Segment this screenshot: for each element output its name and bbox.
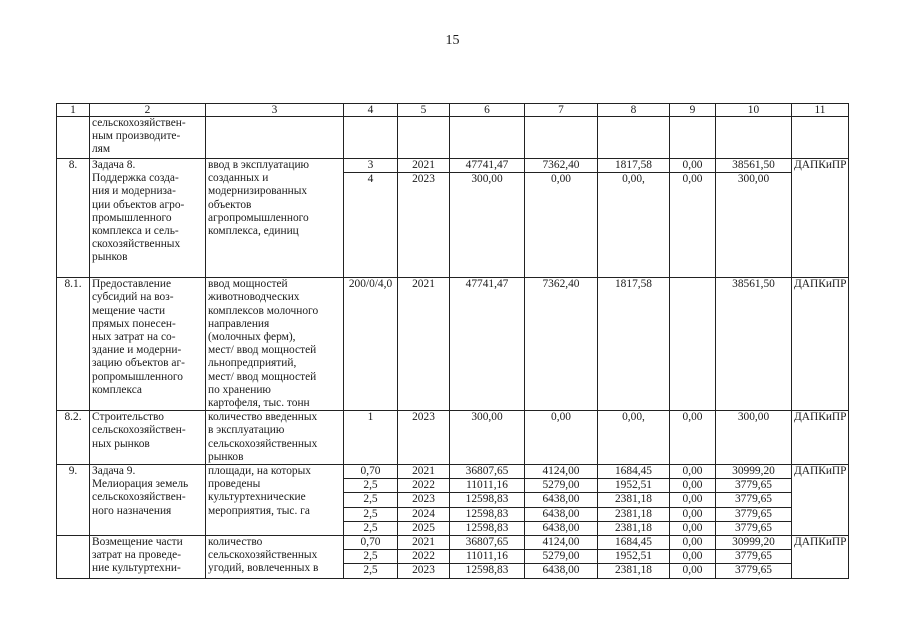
column-header: 10	[716, 104, 792, 117]
indicator-cell: площади, на которых проведены культуртехнические мероприятия, тыс. га	[206, 465, 344, 536]
empty-cell	[670, 117, 716, 159]
amount-cell: 6438,00	[525, 493, 598, 507]
responsible-cell: ДАПКиПР	[792, 278, 849, 411]
amount-cell: 300,00	[716, 173, 792, 278]
year-cell: 2021	[398, 278, 450, 411]
column-number-row	[57, 104, 849, 117]
year-cell: 2021	[398, 536, 450, 550]
measure-name-cell: Строительство сельскохозяйствен- ных рынков	[90, 411, 206, 465]
column-header: 1	[57, 104, 90, 117]
indicator-cell: ввод мощностей животноводческих комплексов молочного направления (молочных ферм), мест/ ввод мощностей льнопредприятий, мест/ ввод мощностей по хранению картофеля, тыс. тонн	[206, 278, 344, 411]
empty-cell	[716, 117, 792, 159]
indicator-cell	[206, 117, 344, 159]
report-table	[56, 103, 849, 579]
year-cell: 2021	[398, 159, 450, 173]
amount-cell: 3779,65	[716, 550, 792, 564]
table-row	[57, 117, 849, 159]
table-row	[57, 159, 849, 173]
table-row	[57, 465, 849, 479]
table-row	[57, 278, 849, 411]
year-cell: 2023	[398, 173, 450, 278]
amount-cell: 1952,51	[598, 550, 670, 564]
amount-cell: 0,00	[670, 411, 716, 465]
year-cell: 2023	[398, 564, 450, 578]
column-header: 6	[450, 104, 525, 117]
amount-cell: 0,00	[670, 173, 716, 278]
amount-cell: 12598,83	[450, 507, 525, 521]
amount-cell: 6438,00	[525, 507, 598, 521]
responsible-cell: ДАПКиПР	[792, 159, 849, 278]
amount-cell: 12598,83	[450, 521, 525, 535]
column-header: 2	[90, 104, 206, 117]
column-header: 7	[525, 104, 598, 117]
measure-name-cell: сельскохозяйствен- ным производите- лям	[90, 117, 206, 159]
year-cell: 2021	[398, 465, 450, 479]
column-header: 8	[598, 104, 670, 117]
amount-cell: 3779,65	[716, 507, 792, 521]
amount-cell: 0,00,	[598, 411, 670, 465]
amount-cell: 2381,18	[598, 507, 670, 521]
column-header: 4	[344, 104, 398, 117]
amount-cell: 0,00	[670, 550, 716, 564]
amount-cell: 12598,83	[450, 493, 525, 507]
indicator-cell: количество сельскохозяйственных угодий, вовлеченных в	[206, 536, 344, 579]
amount-cell: 300,00	[450, 411, 525, 465]
amount-cell: 0,00	[670, 493, 716, 507]
amount-cell: 1684,45	[598, 536, 670, 550]
column-header: 9	[670, 104, 716, 117]
empty-cell	[450, 117, 525, 159]
amount-cell: 47741,47	[450, 278, 525, 411]
column-header: 3	[206, 104, 344, 117]
column-header: 11	[792, 104, 849, 117]
amount-cell: 2381,18	[598, 493, 670, 507]
empty-cell	[525, 117, 598, 159]
amount-cell: 3779,65	[716, 493, 792, 507]
year-cell: 2024	[398, 507, 450, 521]
responsible-cell: ДАПКиПР	[792, 411, 849, 465]
amount-cell: 38561,50	[716, 278, 792, 411]
row-number-cell	[57, 536, 90, 579]
amount-cell: 0,00	[670, 564, 716, 578]
target-value-cell: 2,5	[344, 550, 398, 564]
responsible-cell: ДАПКиПР	[792, 536, 849, 579]
measure-name-cell: Возмещение части затрат на проведе- ние культуртехни-	[90, 536, 206, 579]
amount-cell: 0,00	[525, 173, 598, 278]
target-value-cell: 2,5	[344, 493, 398, 507]
measure-name-cell: Предоставление субсидий на воз- мещение части прямых понесен- ных затрат на со- здание и модерни- зацию объектов аг- ропромышленного комплекса	[90, 278, 206, 411]
target-value-cell: 200/0/4,0	[344, 278, 398, 411]
amount-cell: 3779,65	[716, 564, 792, 578]
measure-name-cell: Задача 8. Поддержка созда- ния и модерниза- ции объектов агро- промышленного комплекса и сель- скохозяйственных рынков	[90, 159, 206, 278]
row-number-cell: 8.	[57, 159, 90, 278]
amount-cell: 0,00,	[598, 173, 670, 278]
amount-cell: 1817,58	[598, 278, 670, 411]
year-cell: 2023	[398, 493, 450, 507]
row-number-cell: 8.1.	[57, 278, 90, 411]
table-row	[57, 411, 849, 465]
amount-cell: 12598,83	[450, 564, 525, 578]
row-number-cell	[57, 117, 90, 159]
amount-cell: 7362,40	[525, 159, 598, 173]
target-value-cell: 3	[344, 159, 398, 173]
column-header: 5	[398, 104, 450, 117]
amount-cell: 4124,00	[525, 465, 598, 479]
amount-cell: 300,00	[450, 173, 525, 278]
amount-cell: 1684,45	[598, 465, 670, 479]
measure-name-cell: Задача 9. Мелиорация земель сельскохозяйствен- ного назначения	[90, 465, 206, 536]
amount-cell: 5279,00	[525, 479, 598, 493]
amount-cell: 0,00	[670, 521, 716, 535]
amount-cell: 3779,65	[716, 521, 792, 535]
target-value-cell: 4	[344, 173, 398, 278]
amount-cell: 2381,18	[598, 564, 670, 578]
year-cell: 2022	[398, 479, 450, 493]
target-value-cell: 2,5	[344, 479, 398, 493]
amount-cell: 36807,65	[450, 465, 525, 479]
year-cell: 2022	[398, 550, 450, 564]
target-value-cell: 0,70	[344, 465, 398, 479]
target-value-cell: 0,70	[344, 536, 398, 550]
empty-cell	[398, 117, 450, 159]
amount-cell: 0,00	[670, 159, 716, 173]
empty-cell	[344, 117, 398, 159]
table-row	[57, 536, 849, 550]
amount-cell: 30999,20	[716, 465, 792, 479]
target-value-cell: 2,5	[344, 564, 398, 578]
amount-cell: 47741,47	[450, 159, 525, 173]
amount-cell: 300,00	[716, 411, 792, 465]
amount-cell: 1952,51	[598, 479, 670, 493]
amount-cell: 0,00	[670, 536, 716, 550]
amount-cell: 3779,65	[716, 479, 792, 493]
empty-cell	[598, 117, 670, 159]
amount-cell: 0,00	[670, 465, 716, 479]
amount-cell	[670, 278, 716, 411]
responsible-cell: ДАПКиПР	[792, 465, 849, 536]
target-value-cell: 2,5	[344, 521, 398, 535]
year-cell: 2023	[398, 411, 450, 465]
target-value-cell: 2,5	[344, 507, 398, 521]
target-value-cell: 1	[344, 411, 398, 465]
indicator-cell: количество введенных в эксплуатацию сельскохозяйственных рынков	[206, 411, 344, 465]
amount-cell: 6438,00	[525, 521, 598, 535]
amount-cell: 11011,16	[450, 550, 525, 564]
amount-cell: 0,00	[670, 507, 716, 521]
amount-cell: 6438,00	[525, 564, 598, 578]
amount-cell: 4124,00	[525, 536, 598, 550]
indicator-cell: ввод в эксплуатацию созданных и модернизированных объектов агропромышленного комплекса, единиц	[206, 159, 344, 278]
amount-cell: 11011,16	[450, 479, 525, 493]
amount-cell: 0,00	[670, 479, 716, 493]
amount-cell: 0,00	[525, 411, 598, 465]
amount-cell: 36807,65	[450, 536, 525, 550]
row-number-cell: 9.	[57, 465, 90, 536]
page-number: 15	[445, 33, 460, 48]
year-cell: 2025	[398, 521, 450, 535]
amount-cell: 7362,40	[525, 278, 598, 411]
empty-cell	[792, 117, 849, 159]
amount-cell: 1817,58	[598, 159, 670, 173]
row-number-cell: 8.2.	[57, 411, 90, 465]
amount-cell: 30999,20	[716, 536, 792, 550]
amount-cell: 5279,00	[525, 550, 598, 564]
amount-cell: 38561,50	[716, 159, 792, 173]
amount-cell: 2381,18	[598, 521, 670, 535]
